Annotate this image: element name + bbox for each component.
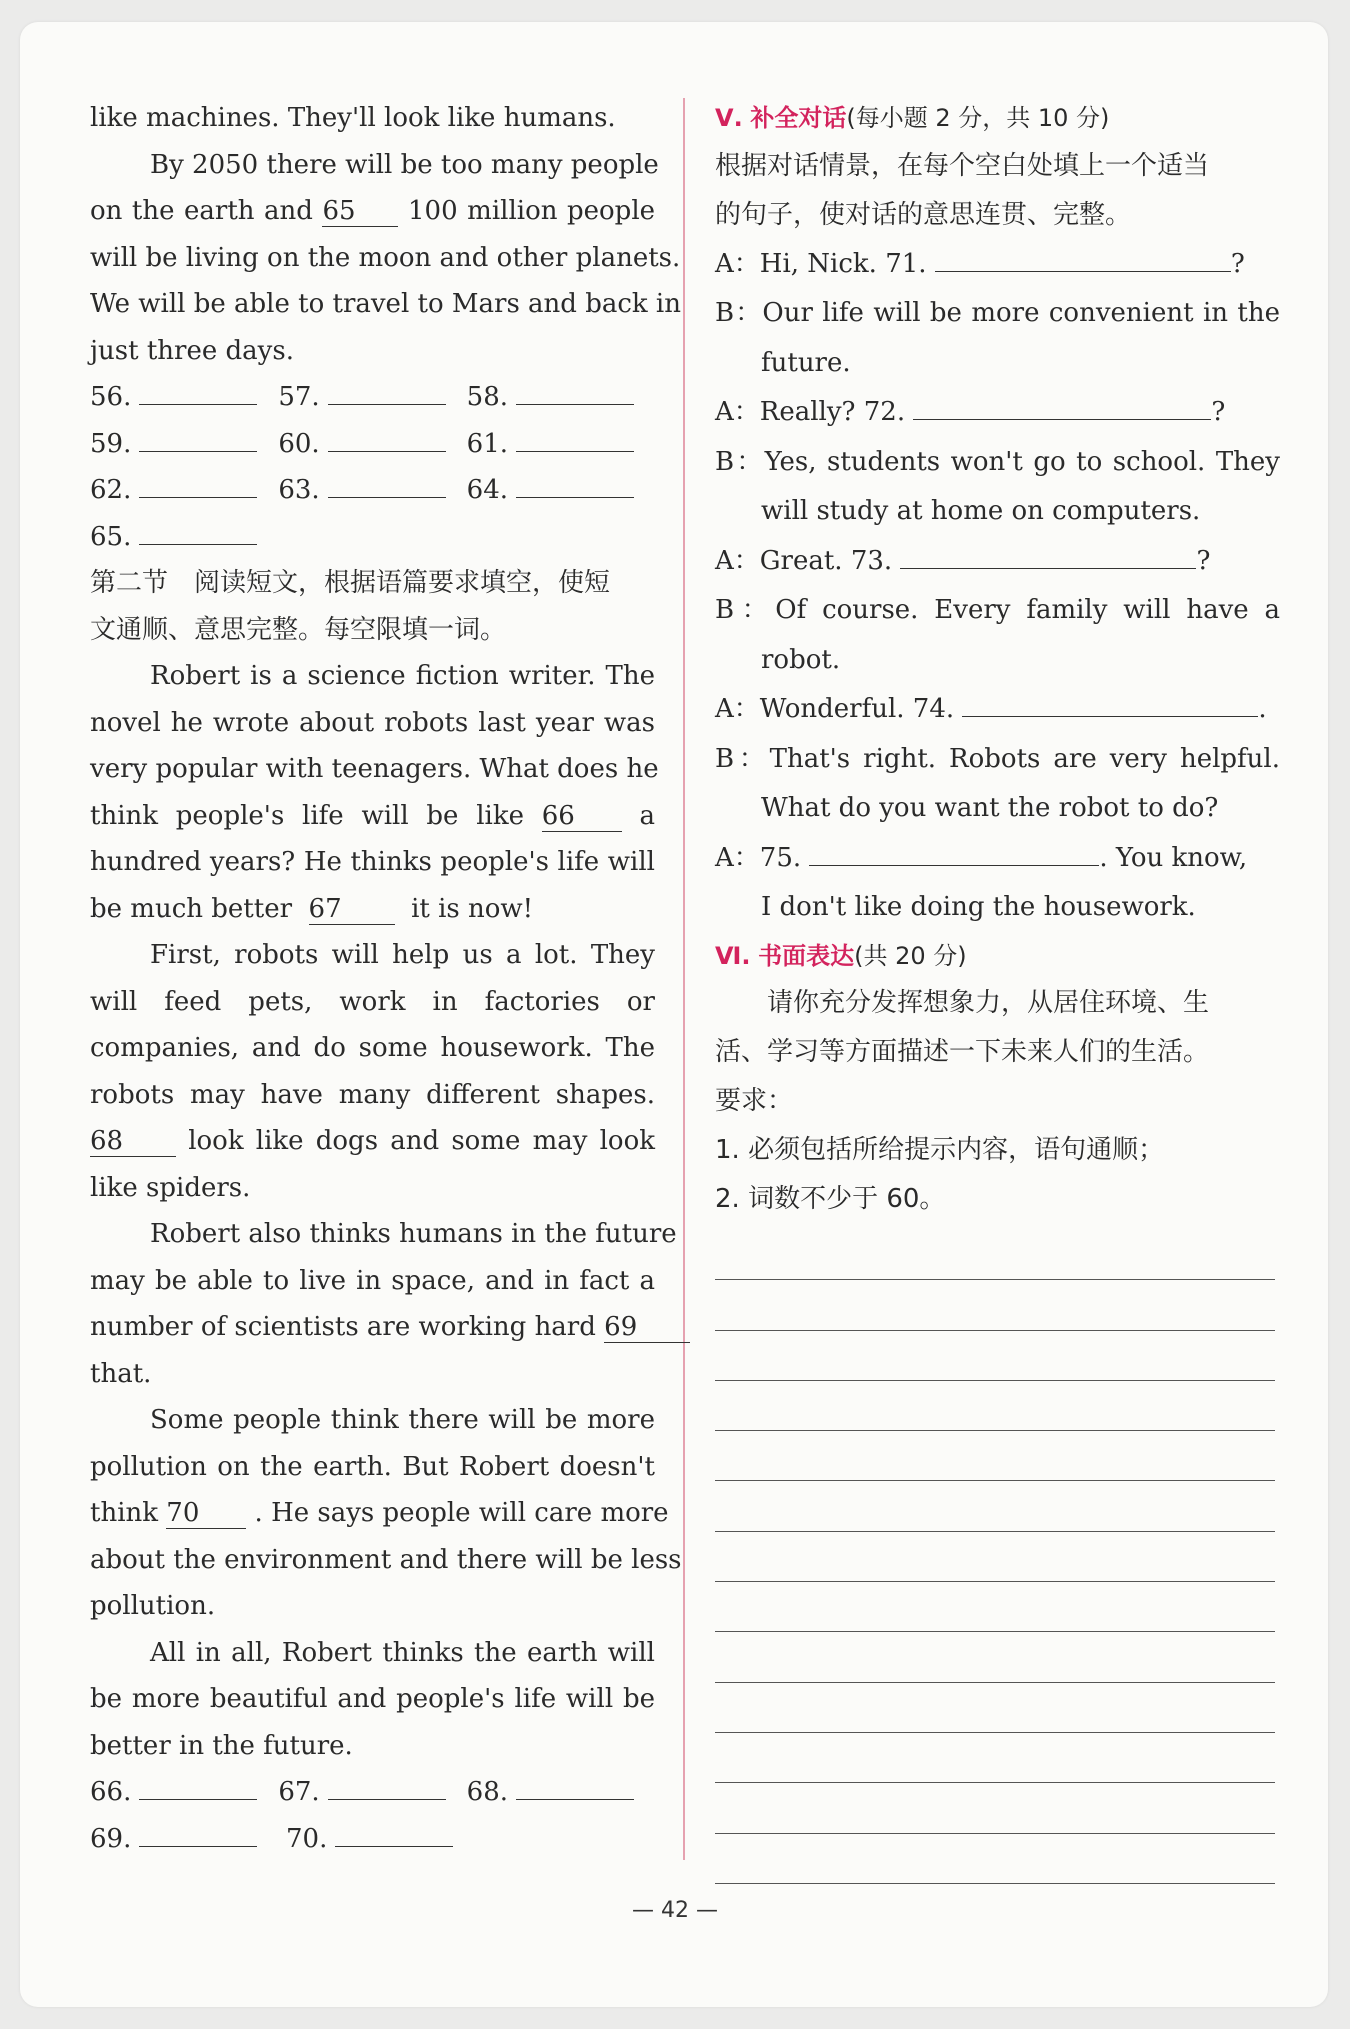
blank-67: 67 xyxy=(309,894,395,925)
section-5-number: Ⅴ. xyxy=(715,104,743,132)
writing-line[interactable] xyxy=(715,1331,1275,1381)
text-line: like machines. They'll look like humans. xyxy=(90,103,616,133)
answer-61[interactable]: 61. xyxy=(467,421,655,468)
writing-line[interactable] xyxy=(715,1834,1275,1884)
instruction-line: 根据对话情景，在每个空白处填上一个适当 xyxy=(715,150,1210,181)
dialog-line: I don't like doing the housework. xyxy=(761,892,1196,922)
text-line: companies, and do some housework. The xyxy=(90,1033,655,1063)
blank-72[interactable] xyxy=(913,391,1211,420)
blank-69: 69 xyxy=(604,1312,690,1343)
text-line: will feed pets, work in factories or xyxy=(90,986,655,1017)
section-6-title: 书面表达 xyxy=(758,941,855,970)
text-line: think 70 . He says people will care more xyxy=(90,1498,669,1528)
left-column xyxy=(90,95,682,1862)
answer-68[interactable]: 68. xyxy=(467,1769,655,1816)
writing-line[interactable] xyxy=(715,1632,1275,1682)
blank-74[interactable] xyxy=(962,688,1258,717)
dialog-line-71: A：Hi, Nick. 71. ? xyxy=(715,240,1280,290)
dialog-line: B：That's right. Robots are very helpful. xyxy=(715,743,1280,774)
text-line: By 2050 there will be too many people xyxy=(150,149,659,180)
blank-75[interactable] xyxy=(809,837,1099,866)
answer-57[interactable]: 57. xyxy=(278,374,466,421)
dialog-line-72: A：Really? 72. ? xyxy=(715,388,1280,438)
dialog-line: B：Our life will be more convenient in the xyxy=(715,298,1280,328)
column-divider xyxy=(683,98,685,1860)
writing-line[interactable] xyxy=(715,1381,1275,1431)
answer-63[interactable]: 63. xyxy=(278,467,466,514)
blank-73[interactable] xyxy=(900,540,1196,569)
answer-60[interactable]: 60. xyxy=(278,421,466,468)
right-column xyxy=(715,95,1280,1884)
section-title: 第二节 阅读短文，根据语篇要求填空，使短 xyxy=(90,568,611,598)
text-line: All in all, Robert thinks the earth will xyxy=(150,1637,655,1668)
answer-row xyxy=(90,374,655,421)
text-line: We will be able to travel to Mars and back in xyxy=(90,289,681,319)
section-title: 文通顺、意思完整。每空限填一词。 xyxy=(90,614,507,645)
text-line: robots may have many different shapes. xyxy=(90,1079,655,1110)
section-5-title: 补全对话 xyxy=(750,104,847,132)
answer-70[interactable]: 70. xyxy=(286,1816,482,1863)
dialog-line: B：Of course. Every family will have a xyxy=(715,595,1280,625)
blank-71[interactable] xyxy=(935,243,1231,272)
text-line: Some people think there will be more xyxy=(150,1405,655,1435)
writing-line[interactable] xyxy=(715,1783,1275,1833)
answer-65[interactable]: 65. xyxy=(90,514,286,561)
answer-56[interactable]: 56. xyxy=(90,374,278,421)
section-5-points: (每小题 2 分，共 10 分) xyxy=(846,104,1110,132)
text-line: like spiders. xyxy=(90,1172,251,1203)
answer-67[interactable]: 67. xyxy=(278,1769,466,1816)
text-line: very popular with teenagers. What does he xyxy=(90,754,659,784)
text-line: novel he wrote about robots last year was xyxy=(90,707,655,738)
section-6-number: Ⅵ. xyxy=(715,941,751,970)
answer-row xyxy=(90,514,655,561)
section-6-points: (共 20 分) xyxy=(854,941,967,970)
text-line: be more beautiful and people's life will be xyxy=(90,1684,655,1714)
answer-69[interactable]: 69. xyxy=(90,1816,286,1863)
writing-line[interactable] xyxy=(715,1431,1275,1481)
answer-row xyxy=(90,1769,655,1816)
requirement-1: 1. 必须包括所给提示内容，语句通顺； xyxy=(715,1135,1165,1165)
text-line: better in the future. xyxy=(90,1730,353,1761)
instruction-line: 活、学习等方面描述一下未来人们的生活。 xyxy=(715,1037,1210,1067)
writing-line[interactable] xyxy=(715,1532,1275,1582)
answer-58[interactable]: 58. xyxy=(467,374,655,421)
text-line: number of scientists are working hard 69 xyxy=(90,1304,655,1351)
text-line: on the earth and 65 100 million people xyxy=(90,196,656,226)
blank-68: 68 xyxy=(90,1126,176,1157)
dialog-line-74: A：Wonderful. 74. . xyxy=(715,685,1280,735)
blank-66: 66 xyxy=(542,801,622,832)
dialog-line: What do you want the robot to do? xyxy=(761,793,1219,823)
dialog-line-75: A：75. . You know, xyxy=(715,834,1280,884)
text-line: Robert also thinks humans in the future xyxy=(150,1219,677,1249)
text-line: think people's life will be like 66 a xyxy=(90,800,656,831)
blank-70: 70 xyxy=(166,1498,246,1529)
answer-66[interactable]: 66. xyxy=(90,1769,278,1816)
text-line: will be living on the moon and other planets. xyxy=(90,242,681,273)
writing-line[interactable] xyxy=(715,1582,1275,1632)
requirements-title: 要求： xyxy=(715,1086,794,1116)
answer-row xyxy=(90,1816,655,1863)
dialog-line: will study at home on computers. xyxy=(761,496,1201,526)
writing-line[interactable] xyxy=(715,1230,1275,1280)
section-6-header xyxy=(715,933,1280,980)
text-line: 68 look like dogs and some may look xyxy=(90,1126,655,1156)
instruction-line: 的句子，使对话的意思连贯、完整。 xyxy=(715,199,1132,230)
text-line: be much better 67 it is now! xyxy=(90,893,534,924)
dialog-line: future. xyxy=(761,347,851,378)
requirement-2: 2. 词数不少于 60。 xyxy=(715,1184,946,1214)
answer-row xyxy=(90,467,655,514)
text-line: pollution. xyxy=(90,1591,216,1621)
text-line: hundred years? He thinks people's life will xyxy=(90,847,655,877)
page-number: — 42 — xyxy=(632,1898,718,1923)
text-line: pollution on the earth. But Robert doesn't xyxy=(90,1451,655,1482)
text-line: that. xyxy=(90,1358,152,1389)
blank-65: 65 xyxy=(322,196,398,227)
instruction-line: 请你充分发挥想象力，从居住环境、生 xyxy=(767,988,1210,1018)
answer-59[interactable]: 59. xyxy=(90,421,278,468)
text-line: First, robots will help us a lot. They xyxy=(150,940,655,970)
writing-line[interactable] xyxy=(715,1481,1275,1531)
answer-62[interactable]: 62. xyxy=(90,467,278,514)
dialog-line-73: A：Great. 73. ? xyxy=(715,537,1280,587)
text-line: may be able to live in space, and in fact a xyxy=(90,1265,655,1296)
dialog-line: robot. xyxy=(761,644,841,675)
writing-line[interactable] xyxy=(715,1733,1275,1783)
answer-64[interactable]: 64. xyxy=(467,467,655,514)
text-line: about the environment and there will be less xyxy=(90,1544,682,1575)
section-5-header xyxy=(715,95,1280,142)
text-line: just three days. xyxy=(90,335,294,366)
writing-line[interactable] xyxy=(715,1280,1275,1330)
answer-row xyxy=(90,421,655,468)
text-line: Robert is a science fiction writer. The xyxy=(150,661,655,691)
writing-area[interactable] xyxy=(715,1230,1280,1884)
dialog-line: B：Yes, students won't go to school. They xyxy=(715,446,1280,477)
writing-line[interactable] xyxy=(715,1683,1275,1733)
